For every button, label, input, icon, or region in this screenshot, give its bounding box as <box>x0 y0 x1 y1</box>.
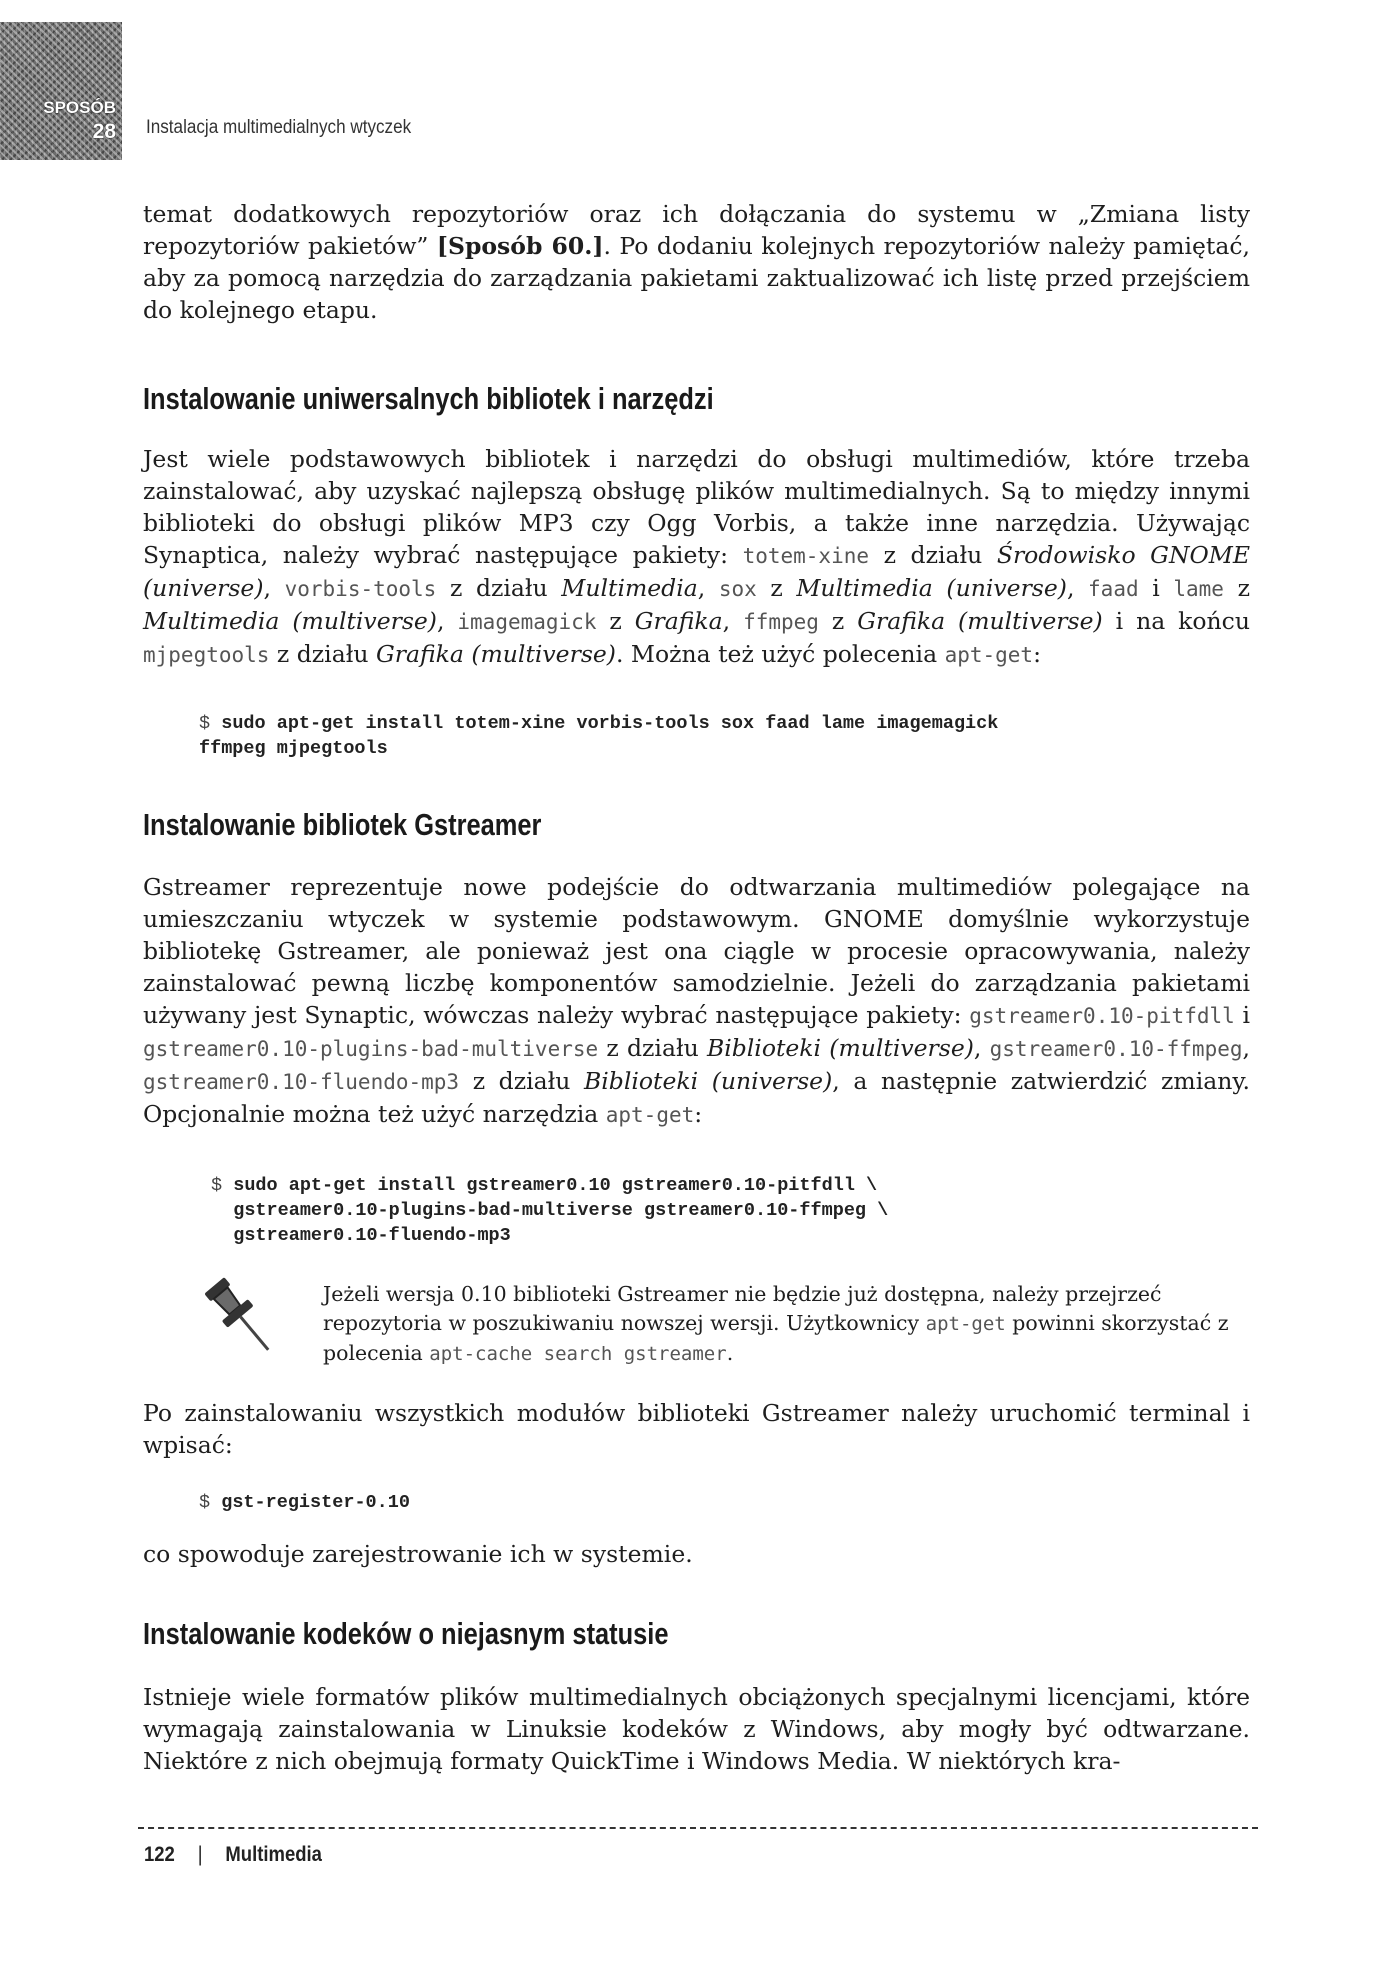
text-run: Jeżeli wersja 0.10 biblioteki Gstreamer nie będzie już dostępna, należy przejrzeć repozytoria w poszukiwaniu nowszej wersji. Użytkownicy <box>323 1282 1162 1335</box>
section-heading-codecs: Instalowanie kodeków o niejasnym statusie <box>143 1616 669 1651</box>
command-name: apt-cache search gstreamer <box>429 1343 727 1365</box>
package-name: vorbis-tools <box>284 577 437 601</box>
register-paragraph: Po zainstalowaniu wszystkich modułów biblioteki Gstreamer należy uruchomić terminal i wpisać: <box>143 1399 1250 1459</box>
text-run: powinni skorzystać z polecenia <box>323 1311 1229 1365</box>
section-name: Środowisko GNOME (universe) <box>143 541 1250 602</box>
section-name: Multimedia (universe) <box>796 574 1067 602</box>
package-name: gstreamer0.10-fluendo-mp3 <box>143 1070 460 1094</box>
page-footer <box>144 1843 322 1867</box>
section-heading-libraries: Instalowanie uniwersalnych bibliotek i narzędzi <box>143 381 714 416</box>
text-run: i <box>1138 574 1174 602</box>
codecs-paragraph: Istnieje wiele formatów plików multimedialnych obciążonych specjalnymi licencjami, które wymagają zainstalowania w Linuksie kodeków z Windows, aby mogły być odtwarzane. Niektóre z nich obejmują formaty QuickTime i Windows Media. W niektórych kra- <box>143 1683 1250 1775</box>
package-name: gstreamer0.10-ffmpeg <box>989 1037 1243 1061</box>
text-run: z <box>818 607 858 635</box>
code-line: sudo apt-get install gstreamer0.10 gstreamer0.10-pitfdll \ <box>233 1175 878 1196</box>
code-line: gstreamer0.10-plugins-bad-multiverse gstreamer0.10-ffmpeg \ <box>233 1200 889 1221</box>
command-name: apt-get <box>925 1313 1006 1335</box>
chapter-badge <box>0 22 122 160</box>
text-run: , <box>263 574 285 602</box>
command-name: apt-get <box>944 643 1034 667</box>
shell-prompt: $ <box>211 1175 223 1196</box>
footer-separator: | <box>197 1843 203 1866</box>
package-name: ffmpeg <box>743 610 819 634</box>
text-run: z działu <box>869 541 997 569</box>
intro-text: . Po dodaniu kolejnych repozytoriów należy pamiętać, aby za pomocą narzędzia do zarządzania pakietami zaktualizować ich listę przed przejściem do kolejnego etapu. <box>143 232 1250 324</box>
text-run: z działu <box>269 640 376 668</box>
code-block-apt-get-1 <box>199 711 998 761</box>
text-run: , <box>697 574 719 602</box>
text-run: z działu <box>459 1067 585 1095</box>
shell-prompt: $ <box>199 713 211 734</box>
libraries-paragraph <box>143 443 1250 671</box>
intro-paragraph <box>143 198 1250 326</box>
text-run: . <box>726 1341 734 1365</box>
code-line: sudo apt-get install totem-xine vorbis-tools sox faad lame imagemagick <box>221 713 999 734</box>
footer-rule <box>138 1827 1258 1829</box>
package-name: faad <box>1088 577 1139 601</box>
package-name: gstreamer0.10-plugins-bad-multiverse <box>143 1037 599 1061</box>
section-heading-gstreamer: Instalowanie bibliotek Gstreamer <box>143 807 542 842</box>
text-run: , <box>1242 1034 1250 1062</box>
badge-word: SPOSÓB <box>43 98 116 117</box>
code-block-gst-register <box>199 1490 410 1515</box>
badge-number: 28 <box>92 120 116 143</box>
command-name: apt-get <box>605 1103 695 1127</box>
text-run: . Można też użyć polecenia <box>615 640 945 668</box>
package-name: totem-xine <box>742 544 870 568</box>
text-run: z <box>1223 574 1250 602</box>
package-name: mjpegtools <box>143 643 270 667</box>
text-run: i na końcu <box>1102 607 1250 635</box>
text-run: Jest wiele podstawowych bibliotek i narzędzi do obsługi multimediów, które trzeba zainstalować, aby uzyskać najlepszą obsługę plików multimedialnych. Są to między innymi biblioteki do obsługi plików MP3 czy Ogg Vorbis, a także inne narzędzia. Używając Synaptica, należy wybrać następujące pakiety: <box>143 445 1250 569</box>
section-name: Grafika <box>634 607 723 635</box>
intro-text: temat dodatkowych repozytoriów oraz ich dołączania do systemu w „Zmiana listy repozytoriów pakietów” <box>143 200 1250 260</box>
section-name: Biblioteki (universe) <box>584 1067 833 1095</box>
running-title: Instalacja multimedialnych wtyczek <box>146 117 412 138</box>
text-run: z <box>756 574 797 602</box>
code-block-apt-get-2 <box>211 1173 888 1248</box>
section-name: Grafika (multiverse) <box>857 607 1103 635</box>
text-run: z <box>596 607 635 635</box>
package-name: sox <box>718 577 757 601</box>
section-name: Grafika (multiverse) <box>375 640 616 668</box>
note-text <box>323 1280 1263 1369</box>
code-line: gstreamer0.10-fluendo-mp3 <box>233 1225 511 1246</box>
text-run: , <box>436 607 458 635</box>
text-run: Gstreamer reprezentuje nowe podejście do odtwarzania multimediów polegające na umieszczaniu wtyczek w systemie podstawowym. GNOME domyślnie wykorzystuje bibliotekę Gstreamer, ale ponieważ jest ona ciągle w procesie opracowywania, należy zainstalować pewną liczbę komponentów samodzielnie. Jeżeli do zarządzania pakietami używany jest Synaptic, wówczas należy wybrać następujące pakiety: <box>143 873 1250 1029</box>
text-run: , <box>1066 574 1089 602</box>
cross-reference: [Sposób 60.] <box>436 232 604 260</box>
page-number: 122 <box>144 1843 175 1866</box>
text-run: : <box>1033 640 1041 668</box>
register-result-paragraph: co spowoduje zarejestrowanie ich w systemie. <box>143 1540 693 1568</box>
code-line: gst-register-0.10 <box>221 1492 410 1513</box>
package-name: lame <box>1173 577 1224 601</box>
chapter-name: Multimedia <box>225 1843 322 1866</box>
package-name: gstreamer0.10-pitfdll <box>969 1004 1235 1028</box>
text-run: , <box>722 607 744 635</box>
code-line: ffmpeg mjpegtools <box>199 738 388 759</box>
pushpin-icon <box>196 1271 288 1363</box>
text-run: i <box>1234 1001 1250 1029</box>
chapter-badge-label <box>43 96 116 144</box>
text-run: z działu <box>598 1034 707 1062</box>
package-name: imagemagick <box>457 610 597 634</box>
text-run: , <box>973 1034 990 1062</box>
gstreamer-paragraph <box>143 871 1250 1131</box>
text-run: : <box>694 1100 703 1128</box>
text-run: , a następnie zatwierdzić zmiany. Opcjonalnie można też użyć narzędzia <box>143 1067 1250 1128</box>
shell-prompt: $ <box>199 1492 211 1513</box>
section-name: Multimedia <box>561 574 698 602</box>
section-name: Biblioteki (multiverse) <box>706 1034 974 1062</box>
section-name: Multimedia (multiverse) <box>143 607 437 635</box>
text-run: z działu <box>436 574 562 602</box>
